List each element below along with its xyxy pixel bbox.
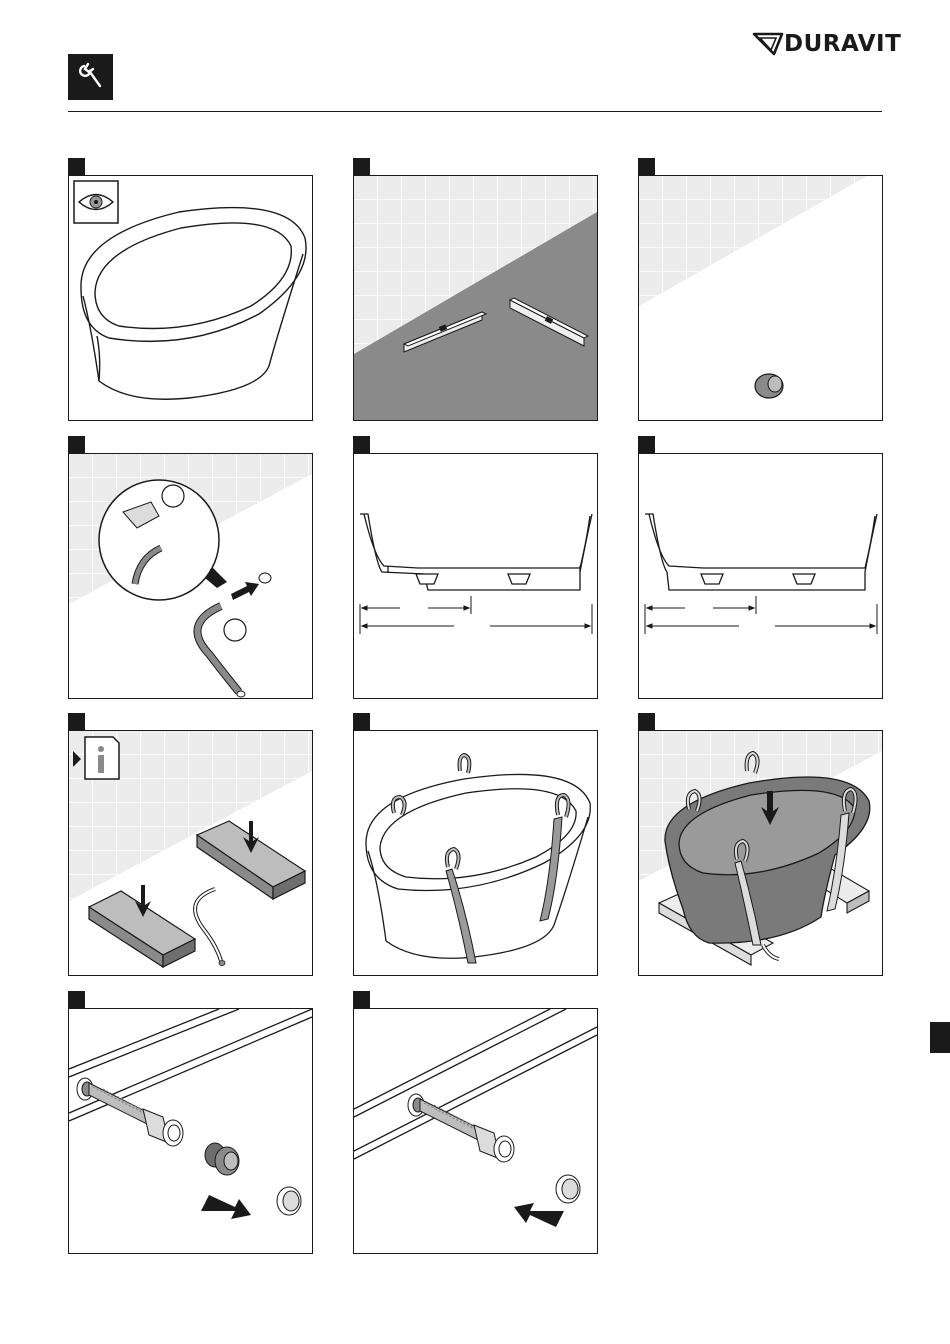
hose-icon: [763, 945, 779, 959]
header-divider: [68, 111, 882, 112]
brand-name: DURAVIT: [784, 31, 902, 57]
dimension-icon: [645, 596, 877, 634]
step-panel: [68, 175, 313, 421]
strap-icon: [393, 755, 569, 963]
drain-pipe: [77, 1078, 183, 1146]
drain-cap: [556, 1175, 580, 1203]
step-attach-lifting-straps: [353, 713, 598, 976]
duravit-mark-icon: [752, 30, 784, 58]
wrench-icon: [68, 54, 113, 100]
bathtub-section: [360, 514, 592, 590]
step-number-box: [638, 713, 655, 730]
bathtub-rim: [69, 1009, 312, 1121]
step-number-box: [68, 713, 85, 730]
step-panel: [353, 730, 598, 976]
step-number-box: [638, 158, 655, 175]
step-place-support-blocks: [68, 713, 313, 976]
step-number-box: [638, 436, 655, 453]
brand-logo: [752, 30, 902, 58]
eye-icon: [74, 181, 118, 223]
step-number-box: [353, 158, 370, 175]
step-panel: [353, 453, 598, 699]
step-panel: [638, 175, 883, 421]
step-number-box: [68, 436, 85, 453]
arrow-in-icon: [514, 1203, 564, 1227]
hose-icon: [195, 889, 225, 966]
drain-fitting-icon: [755, 374, 783, 398]
step-number-box: [353, 713, 370, 730]
step-floor-drain-position: [638, 158, 883, 421]
step-number-box: [68, 991, 85, 1008]
step-panel: [68, 453, 313, 699]
step-panel: [638, 730, 883, 976]
step-number-box: [353, 436, 370, 453]
bathtub-section: [645, 514, 877, 590]
step-panel: [68, 730, 313, 976]
step-remove-drain-cap: [68, 991, 313, 1254]
step-insert-drain-cap: [353, 991, 598, 1254]
step-panel: [68, 1008, 313, 1254]
step-drain-hose-connection: [68, 436, 313, 699]
step-number-box: [353, 991, 370, 1008]
step-number-box: [68, 158, 85, 175]
arrow-right-icon: [231, 573, 271, 600]
step-lower-bathtub: [638, 713, 883, 976]
step-level-floor: [353, 158, 598, 421]
hose-icon: [197, 606, 246, 697]
dimension-icon: [360, 596, 592, 634]
step-panel: [353, 1008, 598, 1254]
step-measure-drain-offset-a: [353, 436, 598, 699]
arrow-out-icon: [201, 1195, 251, 1219]
step-measure-drain-offset-b: [638, 436, 883, 699]
step-panel: [353, 175, 598, 421]
step-panel: [638, 453, 883, 699]
page-tab-marker: [930, 1022, 950, 1053]
bathtub-illustration: [81, 208, 306, 400]
step-inspect-bathtub: [68, 158, 313, 421]
